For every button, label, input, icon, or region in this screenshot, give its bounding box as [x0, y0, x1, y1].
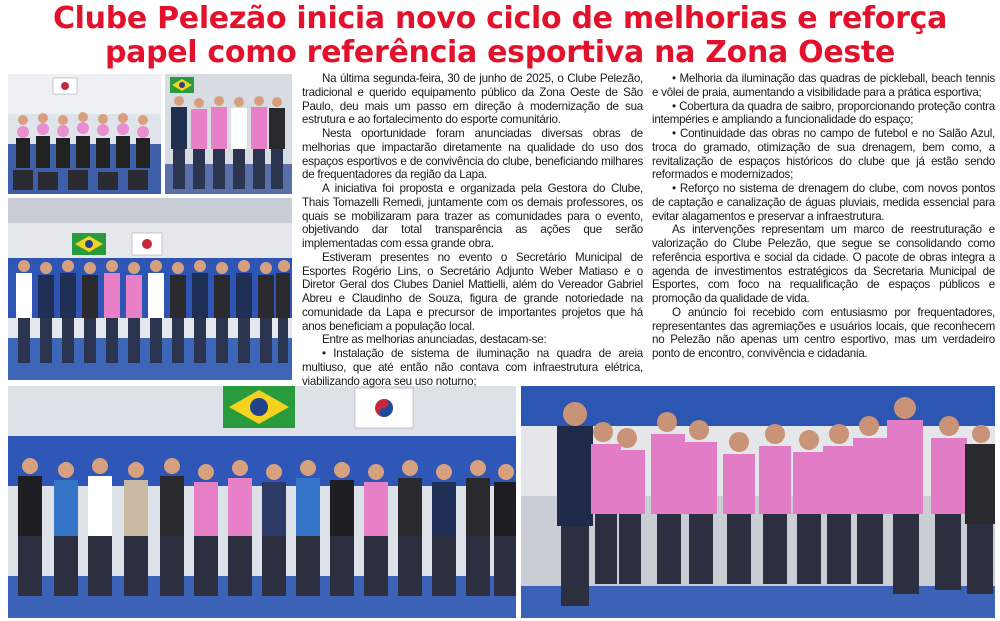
photo-gym-group: [8, 198, 292, 380]
article-paragraph: A iniciativa foi proposta e organizada pela Gestora do Clube, Thais Tomazelli Remedi, juntamente com os demais professores, os quais se mobilizaram para trazer as comunidades para o evento, objetivando dar total transparência as ações que serão implementadas com essa grande obra.: [302, 182, 643, 250]
article-bullet: • Reforço no sistema de drenagem do clube, com novos pontos de captação e canalização de águas pluviais, medida essencial para evitar alagamentos e preservar a infraestrutura.: [652, 182, 995, 223]
headline-line-1: Clube Pelezão inicia novo ciclo de melhorias e reforça: [52, 1, 948, 36]
photo-youth-group: [8, 74, 161, 194]
photo-community-group: [8, 386, 516, 618]
article-paragraph: Entre as melhorias anunciadas, destacam-se:: [322, 333, 547, 347]
article-bullet: • Melhoria da iluminação das quadras de pickleball, beach tennis e vôlei de praia, aumentando a visibilidade para a prática esportiva;: [652, 72, 995, 99]
photo-officials-group: [165, 74, 292, 194]
article-bullet: • Continuidade das obras no campo de futebol e no Salão Azul, troca do gramado, otimização de sua drenagem, bem como, a revitalização de espaços históricos do clube que já estão sendo reformados e modernizados;: [652, 127, 995, 182]
article-paragraph: Na última segunda-feira, 30 de junho de 2025, o Clube Pelezão, tradicional e querido equipamento público da Zona Oeste de São Paulo, deu mais um passo em direção à modernização de sua estrutura e ao fortalecimento do esporte comunitário.: [302, 72, 643, 127]
article-column-1: [302, 72, 643, 388]
article-paragraph: Estiveram presentes no evento o Secretário Municipal de Esportes Rogério Lins, o Secretário Adjunto Weber Matiaso e o Diretor Geral dos Clubes Daniel Mattielli, além do Vereador Gabriel Abreu e Claudinho de Souza, figura de grande notoriedade na comunidade da Lapa e precursor de importantes projetos que há anos beneficiam a população local.: [302, 250, 643, 333]
headline-line-2: papel como referência esportiva na Zona Oeste: [104, 35, 896, 70]
article-paragraph: Nesta oportunidade foram anunciadas diversas obras de melhorias que impactarão diretamente na qualidade do uso dos espaços esportivos e de convivência do clube, beneficiando milhares de frequentadores da região da Lapa.: [302, 127, 643, 182]
article-paragraph: O anúncio foi recebido com entusiasmo por frequentadores, representantes das agremiações e usuários locais, que reconhecem no Pelezão não apenas um centro esportivo, mas um verdadeiro ponto de encontro, convivência e cidadania.: [652, 305, 995, 360]
article-bullet: • Cobertura da quadra de saibro, proporcionando proteção contra intempéries e ampliando a funcionalidade do espaço;: [652, 99, 995, 127]
photo-pink-shirts-group: [521, 386, 995, 618]
article-paragraph: As intervenções representam um marco de reestruturação e valorização do Clube Pelezão, que segue se consolidando como referência esportiva e social da cidade. O pacote de obras integra a agenda de investimentos estratégicos da Secretaria Municipal de Esportes, com foco na requalificação de espaços públicos e promoção da qualidade de vida.: [652, 223, 995, 305]
article-bullet: • Instalação de sistema de iluminação na quadra de areia multiuso, que até então não contava com infraestrutura elétrica, viabilizando agora seu uso noturno;: [302, 347, 643, 388]
headline: [0, 2, 1000, 70]
article-column-2: [652, 72, 995, 361]
